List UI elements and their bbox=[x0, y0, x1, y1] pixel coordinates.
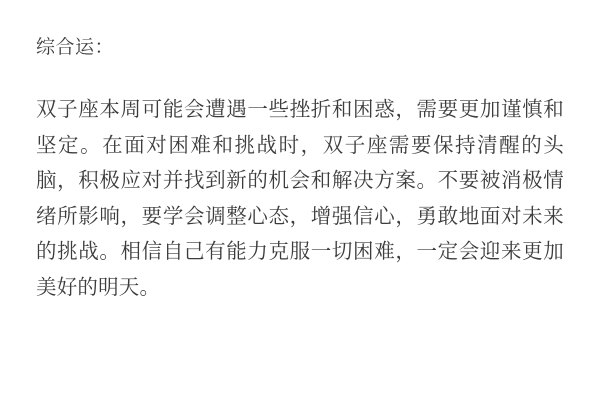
section-heading: 综合运： bbox=[36, 37, 115, 58]
horoscope-paragraph: 双子座本周可能会遭遇一些挫折和困惑，需要更加谨慎和坚定。在面对困难和挑战时，双子座需要保持清醒的头脑，积极应对并找到新的机会和解决方案。不要被消极情绪所影响，要学会调整心态，增强信心，勇敢地面对未来的挑战。相信自己有能力克服一切困难，一定会迎来更加美好的明天。 bbox=[36, 98, 564, 299]
